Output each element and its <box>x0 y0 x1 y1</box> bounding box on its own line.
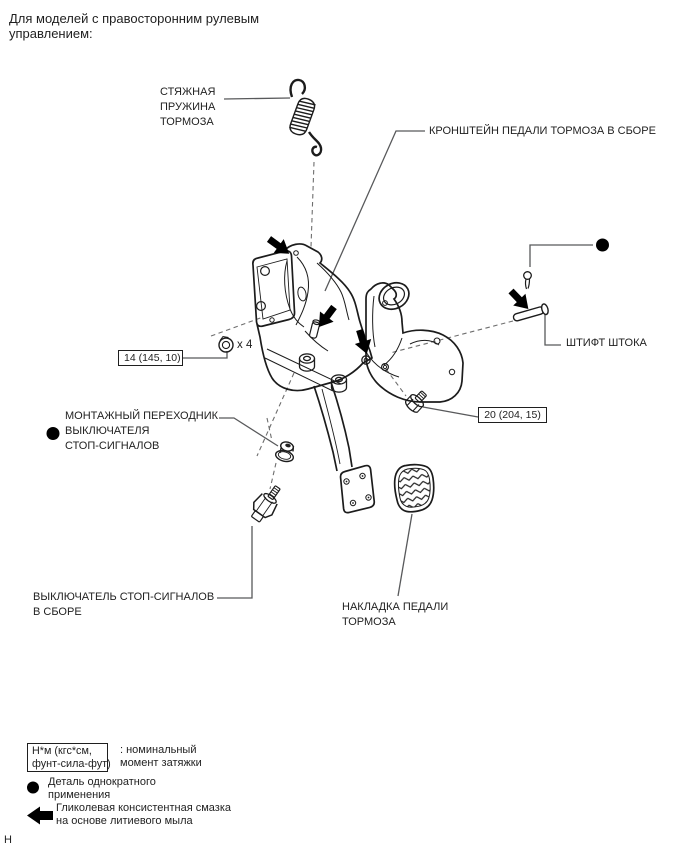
bracket-label <box>429 124 656 139</box>
legend-torque-desc-line: : номинальный <box>120 744 197 756</box>
pedal-bracket-drawing <box>253 244 372 392</box>
adapter-label <box>65 409 218 454</box>
legend-torque-unit-box <box>27 743 111 772</box>
legend-grease-line: Гликолевая консистентная смазка <box>56 802 231 814</box>
spring-label-line: СТЯЖНАЯ <box>160 86 216 98</box>
grease-arrow-icons <box>264 232 534 356</box>
legend-grease-arrow-icon <box>27 807 53 825</box>
adapter-label-line: ВЫКЛЮЧАТЕЛЯ <box>65 425 150 437</box>
legend-torque-unit-line: фунт-сила-фут) <box>32 757 111 770</box>
page-corner-mark <box>4 834 12 846</box>
legend-non-reusable-dot-icon <box>27 782 39 794</box>
legend-torque-unit-line: Н*м (кгс*см, <box>32 745 92 757</box>
pedal-arm-drawing <box>314 382 374 513</box>
nut-quantity-label <box>237 338 252 353</box>
assembly-axis-lines <box>211 162 513 489</box>
pad-label-line: НАКЛАДКА ПЕДАЛИ <box>342 601 449 613</box>
legend-torque-desc <box>120 744 202 770</box>
spring-label-line: ПРУЖИНА <box>160 101 216 113</box>
legend-non-reusable-line: Деталь однократного <box>48 776 156 788</box>
torque-spec-bolt-value: 20 (204, 15) <box>484 409 541 421</box>
adapter-label-line: СТОП-СИГНАЛОВ <box>65 440 160 452</box>
pad-label-line: ТОРМОЗА <box>342 616 396 628</box>
bracket-label-line: КРОНШТЕЙН ПЕДАЛИ ТОРМОЗА В СБОРЕ <box>429 125 656 137</box>
switch-label-line: ВЫКЛЮЧАТЕЛЬ СТОП-СИГНАЛОВ <box>33 591 215 603</box>
spring-label-line: ТОРМОЗА <box>160 116 214 128</box>
return-spring-drawing <box>288 80 321 155</box>
torque-spec-bolt <box>478 407 547 423</box>
legend-non-reusable-line: применения <box>48 789 111 801</box>
torque-spec-nut-value: 14 (145, 10) <box>124 352 181 364</box>
pad-label <box>342 600 448 630</box>
switch-label <box>33 590 214 620</box>
legend-non-reusable-text <box>48 776 156 802</box>
page-title-line: Для моделей с правосторонним рулевым <box>9 11 260 26</box>
legend-grease-text <box>56 802 231 828</box>
stop-light-switch-drawing <box>246 481 286 526</box>
switch-adapter-drawing <box>275 441 295 464</box>
pedal-pad-drawing <box>395 465 434 512</box>
clevis-support-drawing <box>366 278 463 402</box>
adapter-label-line: МОНТАЖНЫЙ ПЕРЕХОДНИК <box>65 410 219 422</box>
nut-quantity-value: x 4 <box>237 339 253 351</box>
rod-pin-label-line: ШТИФТ ШТОКА <box>566 337 647 349</box>
mounting-nut-drawing <box>219 337 233 353</box>
page-corner-mark-text: Н <box>4 834 12 846</box>
switch-label-line: В СБОРЕ <box>33 606 82 618</box>
torque-spec-nut <box>118 350 183 366</box>
legend-grease-line: на основе литиевого мыла <box>56 815 193 827</box>
rod-pin-label <box>566 336 647 351</box>
legend-torque-desc-line: момент затяжки <box>120 757 202 769</box>
spring-label <box>160 85 215 130</box>
page-title <box>9 11 259 41</box>
page-title-line: управлением: <box>9 26 93 41</box>
